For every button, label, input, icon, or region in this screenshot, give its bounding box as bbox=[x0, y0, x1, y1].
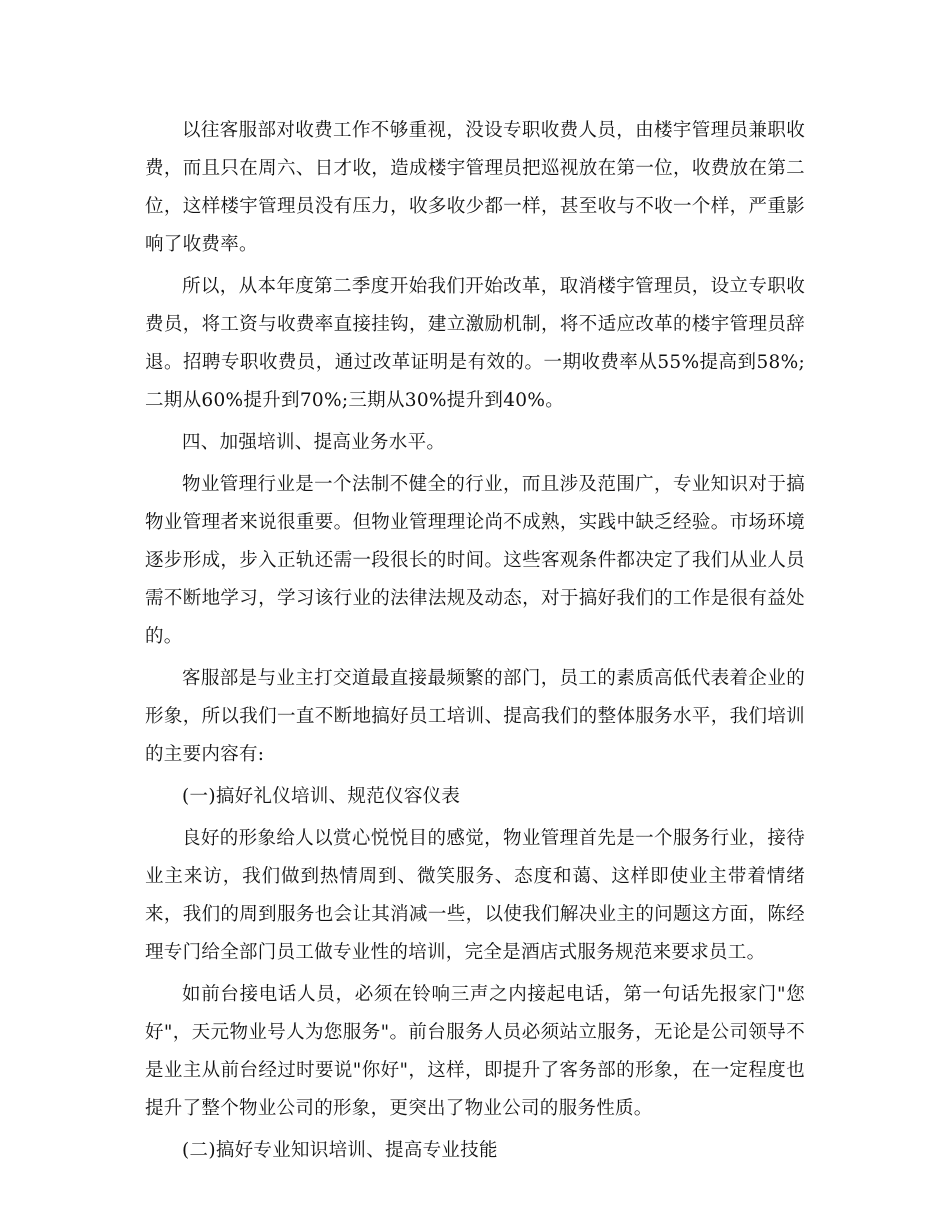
paragraph-industry-learning: 物业管理行业是一个法制不健全的行业，而且涉及范围广，专业知识对于搞物业管理者来说很重要。但物业管理理论尚不成熟，实践中缺乏经验。市场环境逐步形成，步入正轨还需一段很长的时间。这些客观条件都决定了我们从业人员需不断地学习，学习该行业的法律法规及动态，对于搞好我们的工作是很有益处的。 bbox=[145, 474, 805, 647]
document-body bbox=[145, 112, 805, 1174]
paragraph-fee-collection-history: 以往客服部对收费工作不够重视，没设专职收费人员，由楼宇管理员兼职收费，而且只在周六、日才收，造成楼宇管理员把巡视放在第一位，收费放在第二位，这样楼宇管理员没有压力，收多收少都一样，甚至收与不收一个样，严重影响了收费率。 bbox=[145, 120, 805, 255]
paragraph-fee-collection-reform: 所以，从本年度第二季度开始我们开始改革，取消楼宇管理员，设立专职收费员，将工资与收费率直接挂钩，建立激励机制，将不适应改革的楼宇管理员辞退。招聘专职收费员，通过改革证明是有效的。一期收费率从55%提高到58%;二期从60%提升到70%;三期从30%提升到40%。 bbox=[145, 276, 805, 411]
paragraph-front-desk-standards: 如前台接电话人员，必须在铃响三声之内接起电话，第一句话先报家门"您好"，天元物业号人为您服务"。前台服务人员必须站立服务，无论是公司领导不是业主从前台经过时要说"你好"，这样，即提升了客务部的形象，在一定程度也提升了整个物业公司的形象，更突出了物业公司的服务性质。 bbox=[145, 984, 805, 1119]
section-heading-training: 四、加强培训、提高业务水平。 bbox=[182, 432, 446, 453]
paragraph-etiquette-details: 良好的形象给人以赏心悦悦目的感觉，物业管理首先是一个服务行业，接待业主来访，我们做到热情周到、微笑服务、态度和蔼、这样即使业主带着情绪来，我们的周到服务也会让其消减一些，以使我们解决业主的问题这方面，陈经理专门给全部门员工做专业性的培训，完全是酒店式服务规范来要求员工。 bbox=[145, 828, 805, 963]
paragraph-training-overview: 客服部是与业主打交道最直接最频繁的部门，员工的素质高低代表着企业的形象，所以我们一直不断地搞好员工培训、提高我们的整体服务水平，我们培训的主要内容有: bbox=[145, 668, 805, 765]
subheading-professional-training: (二)搞好专业知识培训、提高专业技能 bbox=[182, 1140, 498, 1161]
subheading-etiquette-training: (一)搞好礼仪培训、规范仪容仪表 bbox=[182, 786, 461, 807]
